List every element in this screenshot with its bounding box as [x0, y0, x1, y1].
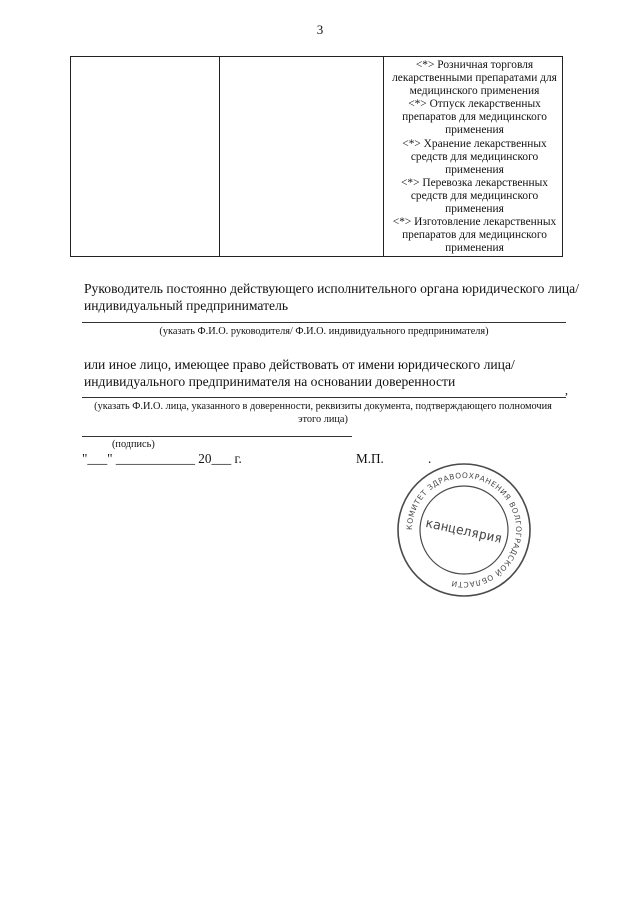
signature-label: (подпись)	[112, 439, 155, 450]
proxy-comma: ,	[565, 383, 568, 397]
activity-item: <*> Перевозка лекарственных средств для медицинского применения	[401, 176, 548, 216]
stray-dot: .	[428, 451, 432, 466]
stamp-center-text: канцелярия	[423, 515, 504, 547]
stamp-seal-icon	[394, 460, 534, 600]
activity-item: <*> Хранение лекарственных средств для медицинского применения	[402, 137, 547, 176]
head-caption: (указать Ф.И.О. руководителя/ Ф.И.О. индивидуального предпринимателя)	[159, 326, 489, 337]
head-text-line-1: Руководитель постоянно действующего исполнительного органа юридического лица/	[84, 281, 579, 296]
license-activities-table	[70, 56, 563, 257]
proxy-text-line-2: индивидуального предпринимателя на основании доверенности	[84, 374, 456, 389]
head-text-line-2: индивидуальный предприниматель	[84, 298, 289, 313]
signature-line	[82, 436, 352, 437]
office-stamp	[394, 460, 534, 600]
proxy-caption-line-1: (указать Ф.И.О. лица, указанного в доверенности, реквизиты документа, подтверждающего полномочия	[94, 401, 552, 412]
activity-item: <*> Розничная торговля лекарственными препаратами для медицинского применения	[392, 59, 557, 98]
date-line: "___" ____________ 20___ г.	[82, 451, 242, 466]
proxy-name-line	[82, 397, 566, 398]
activity-item: <*> Отпуск лекарственных препаратов для медицинского применения	[402, 98, 547, 137]
proxy-text-line-1: или иное лицо, имеющее право действовать от имени юридического лица/	[84, 357, 515, 372]
table-cell-activities	[384, 57, 563, 257]
activity-item: <*> Изготовление лекарственных препаратов для медицинского применения	[392, 216, 557, 255]
proxy-caption-line-2: этого лица)	[298, 414, 348, 425]
head-name-line	[82, 322, 566, 323]
table-cell-empty-1	[71, 57, 220, 257]
table-cell-empty-2	[220, 57, 384, 257]
stamp-ring-text: КОМИТЕТ ЗДРАВООХРАНЕНИЯ ВОЛГОГРАДСКОЙ ОБЛАСТИ	[404, 470, 524, 590]
page-number: 3	[316, 22, 324, 37]
seal-mark: М.П.	[356, 451, 384, 466]
